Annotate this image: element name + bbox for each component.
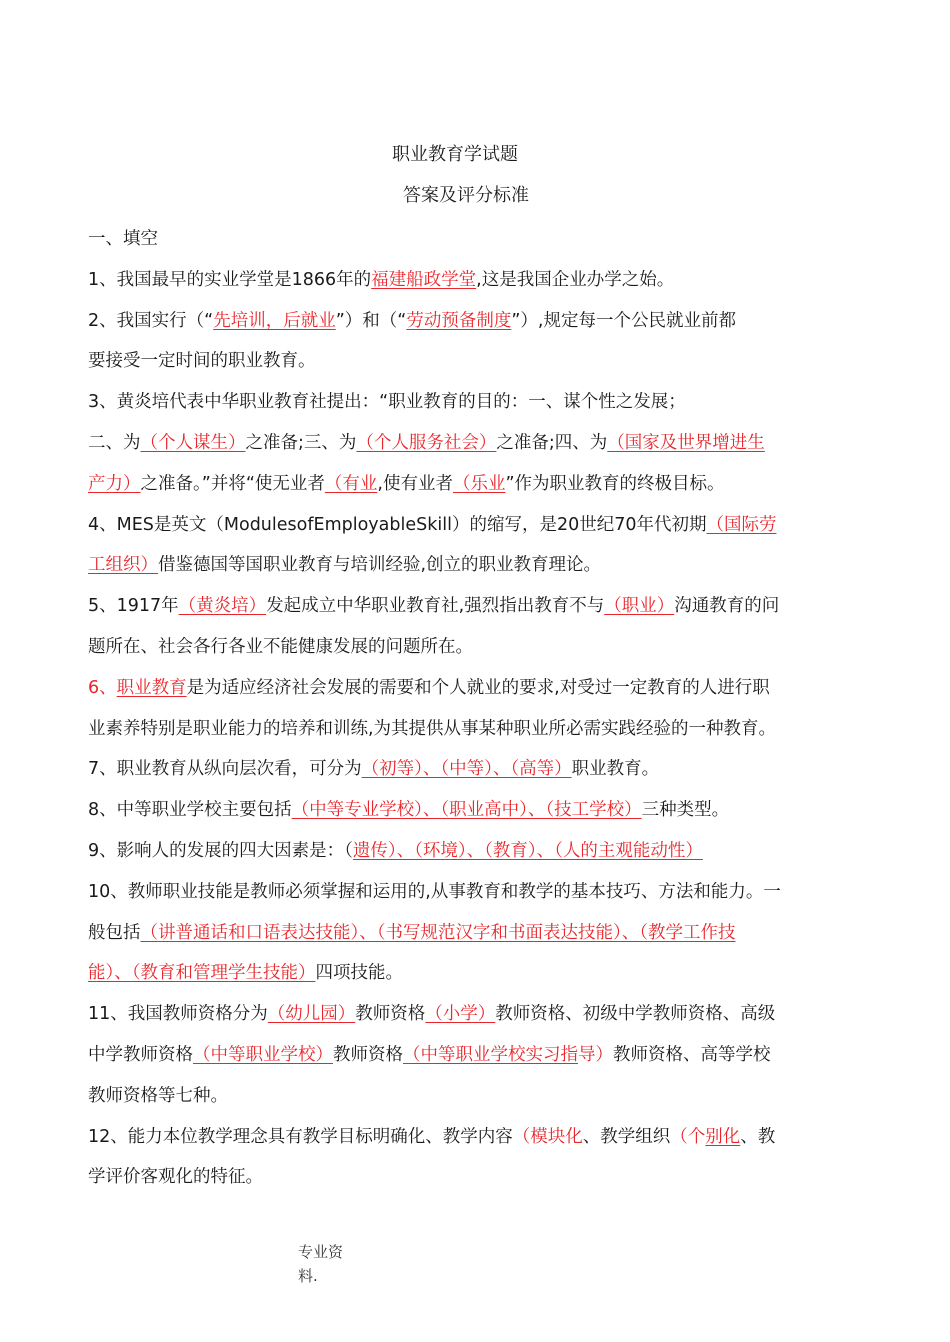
question-text: 借鉴德国等国职业教育与培训经验,创立的职业教育理论。 [158,555,602,576]
answer-blank: 工组织） [88,555,158,576]
question-text: 题所在、社会各行各业不能健康发展的问题所在。 [88,636,473,657]
text-line [88,790,878,831]
text-line [88,831,878,872]
text-line [88,749,878,790]
question-text: 中学教师资格 [88,1044,193,1065]
highlight-text: 6、 [88,677,117,698]
question-text: 发起成立中华职业教育社,强烈指出教育不与 [266,596,605,617]
text-line [88,627,878,668]
answer-blank: （黄炎培） [178,596,267,617]
answer-blank: 别化 [705,1126,741,1147]
text-line [88,1157,878,1198]
question-text: 般包括 [88,922,141,943]
question-text: 1、我国最早的实业学堂是1866年的 [88,269,372,290]
highlight-text: （模块化 [512,1126,583,1147]
answer-blank: （幼儿园） [267,1004,356,1025]
question-text: 学评价客观化的特征。 [88,1167,263,1188]
question-text: 教师资格、高等学校 [613,1044,771,1065]
text-line [88,1035,878,1076]
question-text: 业素养特别是职业能力的培养和训练,为其提供从事某种职业所必需实践经验的一种教育。 [88,718,777,739]
answer-blank: 遗传）、（环境）、（教育）、（人的主观能动性） [352,840,703,861]
text-line [88,913,878,954]
answer-blank: 产力） [88,473,141,494]
text-line [88,586,878,627]
answer-blank: 职业教育 [116,677,187,698]
question-text: 8、中等职业学校主要包括 [88,800,292,821]
question-text: 7、职业教育从纵向层次看，可分为 [88,759,362,780]
answer-blank: （个人服务社会） [356,432,497,453]
question-text: 教师资格 [333,1044,403,1065]
question-text: 9、影响人的发展的四大因素是：（ [88,840,353,861]
question-text: ,这是我国企业办学之始。 [476,269,675,290]
question-text: 10、教师职业技能是教师必须掌握和运用的,从事教育和教学的基本技巧、方法和能力。一 [88,881,781,902]
question-text: 一、填空 [88,229,158,249]
text-line [88,872,878,913]
footer-line-1: 专业资 [298,1243,344,1261]
text-line [88,1117,878,1158]
question-text: 是为适应经济社会发展的需要和个人就业的要求,对受过一定教育的人进行职 [186,677,770,698]
question-text: 5、1917年 [88,596,179,617]
question-text: ”）和（“ [335,310,407,331]
question-text: 3、黄炎培代表中华职业教育社提出：“职业教育的目的：一、谋个性之发展； [88,392,686,413]
question-text: 要接受一定时间的职业教育。 [88,351,316,372]
footer-line-2: 料. [298,1267,318,1285]
question-text: 、教学组织 [582,1126,671,1147]
question-text: 二、为 [88,432,141,453]
answer-blank: （职业） [604,596,675,617]
text-line [88,464,878,505]
question-text: 之准备;四、为 [496,432,608,453]
question-text: 11、我国教师资格分为 [88,1004,268,1025]
question-text: 三种类型。 [641,800,730,821]
highlight-text: 导） [578,1044,613,1065]
answer-blank: 福建船政学堂 [371,269,477,290]
question-text: 四项技能。 [315,963,403,984]
text-line [88,382,878,423]
text-line [88,545,878,586]
text-line [88,260,878,301]
question-text: 教师资格、初级中学教师资格、高级 [495,1004,776,1025]
answer-blank: （中等职业学校） [193,1044,333,1065]
question-text: 教师资格等七种。 [88,1085,228,1106]
document-title: 职业教育学试题 [392,144,518,165]
answer-blank: 能）、（教育和管理学生技能） [88,963,316,984]
question-text: 之准备;三、为 [245,432,357,453]
text-line [88,1076,878,1117]
question-text: 4、MES是英文（ModulesofEmployableSkill）的缩写，是20世纪70年代初期 [88,514,707,535]
answer-blank: （初等）、（中等）、（高等） [361,759,572,780]
text-line [88,423,878,464]
question-text: ”作为职业教育的终极目标。 [505,473,725,494]
question-text: 沟通教育的问 [674,596,780,617]
answer-content [88,219,878,1198]
text-line [88,505,878,546]
highlight-text: （个 [670,1126,706,1147]
text-line [88,953,878,994]
question-text: ”）,规定每一个公民就业前都 [511,310,736,331]
question-text: 职业教育。 [571,759,660,780]
question-text: 、教 [740,1126,776,1147]
page-footer [298,1240,358,1288]
text-line [88,668,878,709]
text-line [88,709,878,750]
answer-blank: （乐业 [452,473,506,494]
question-text: 之准备。”并将“使无业者 [140,473,325,494]
text-line [88,994,878,1035]
text-line [88,219,878,260]
answer-blank: （国际劳 [706,514,777,535]
document-subtitle: 答案及评分标准 [403,185,529,206]
question-text: 12、能力本位教学理念具有教学目标明确化、教学内容 [88,1126,513,1147]
question-text: ,使有业者 [377,473,453,494]
answer-blank: （小学） [425,1004,496,1025]
answer-blank: （中等职业学校实习指 [403,1044,578,1065]
answer-blank: （个人谋生） [140,432,246,453]
answer-blank: 劳动预备制度 [406,310,512,331]
answer-blank: （中等专业学校）、（职业高中）、（技工学校） [291,800,642,821]
question-text: 2、我国实行（“ [88,310,214,331]
answer-blank: （国家及世界增进生 [607,432,765,453]
question-text: 教师资格 [355,1004,426,1025]
answer-blank: （有业 [324,473,378,494]
text-line [88,301,878,342]
answer-blank: 先培训，后就业 [213,310,336,331]
text-line [88,341,878,382]
answer-blank: （讲普通话和口语表达技能）、（书写规范汉字和书面表达技能）、（教学工作技 [140,922,736,943]
